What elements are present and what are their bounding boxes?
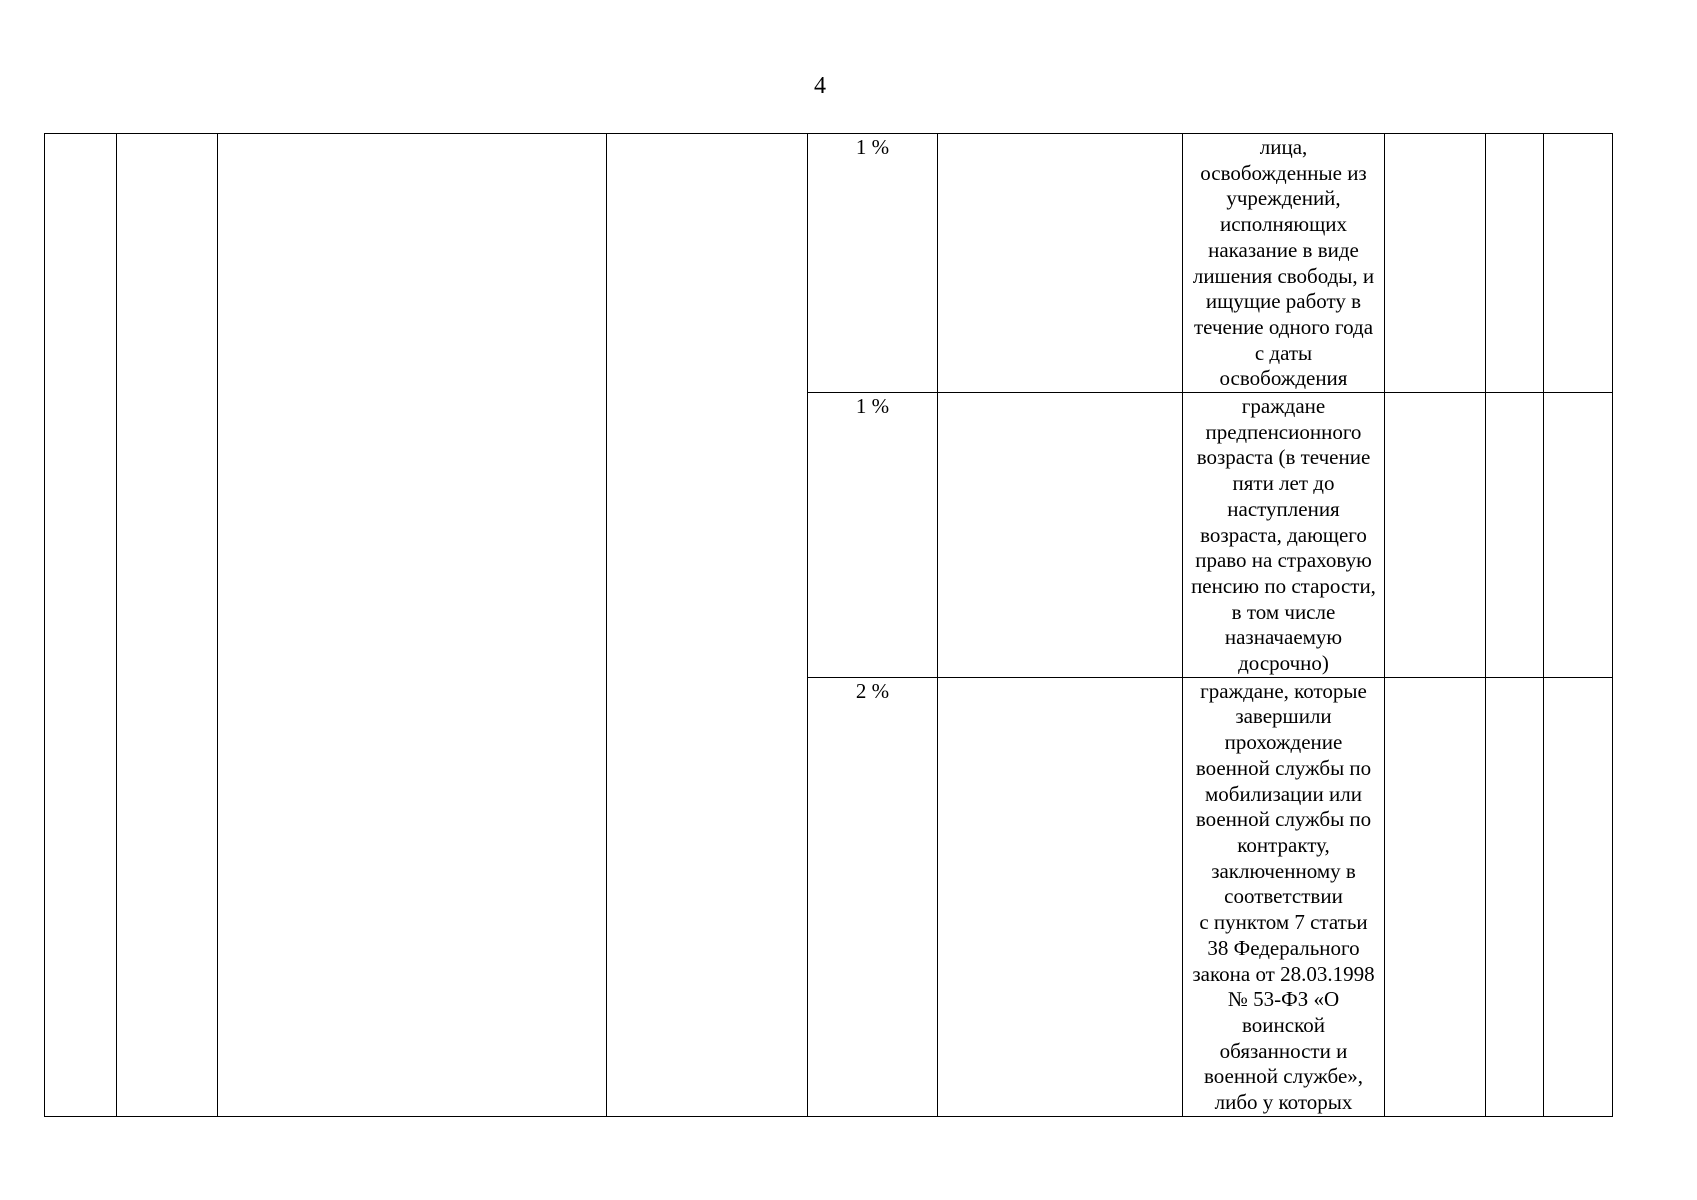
category-line: пенсию по старости, xyxy=(1191,573,1376,598)
page-number: 4 xyxy=(814,73,826,99)
table-cell-empty xyxy=(1544,393,1613,678)
category-line: учреждений, xyxy=(1226,186,1341,211)
category-line: военной службы по xyxy=(1195,807,1372,832)
table-cell-empty xyxy=(938,134,1183,393)
category-line: ищущие работу в xyxy=(1205,289,1362,314)
table-cell-empty xyxy=(1486,393,1544,678)
category-line: заключенному в xyxy=(1211,858,1356,883)
table-cell-empty xyxy=(607,134,808,1117)
category-line: завершили xyxy=(1235,704,1332,729)
category-line: военной службы по xyxy=(1195,755,1372,780)
category-line: либо у которых xyxy=(1214,1090,1353,1115)
category-cell xyxy=(1183,134,1385,393)
percent-cell: 1 % xyxy=(808,393,938,678)
category-line: в том числе xyxy=(1231,599,1336,624)
category-line: военной службе», xyxy=(1203,1064,1364,1089)
table-cell-empty xyxy=(938,677,1183,1116)
category-line: контракту, xyxy=(1237,832,1330,857)
category-line: возраста, дающего xyxy=(1200,522,1367,547)
category-line: лишения свободы, и xyxy=(1192,263,1375,288)
table-cell-empty xyxy=(45,134,117,1117)
category-line: воинской xyxy=(1242,1012,1325,1037)
category-line: освобождения xyxy=(1219,366,1348,391)
category-line: назначаемую xyxy=(1224,625,1343,650)
category-line: наказание в виде xyxy=(1208,237,1359,262)
table-cell-empty xyxy=(117,134,218,1117)
category-line: мобилизации или xyxy=(1205,781,1362,806)
category-line: течение одного года xyxy=(1193,314,1374,339)
category-line: право на страховую xyxy=(1195,548,1372,573)
table-cell-empty xyxy=(1544,134,1613,393)
category-cell xyxy=(1183,677,1385,1116)
category-line: предпенсионного xyxy=(1205,419,1362,444)
table-cell-empty xyxy=(1385,134,1486,393)
category-cell xyxy=(1183,393,1385,678)
category-line: обязанности и xyxy=(1219,1038,1348,1063)
table-cell-empty xyxy=(218,134,607,1117)
category-line: наступления xyxy=(1227,496,1340,521)
category-line: исполняющих xyxy=(1220,212,1347,237)
category-line: закона от 28.03.1998 xyxy=(1192,961,1375,986)
category-line: граждане, которые xyxy=(1200,678,1367,703)
percent-cell: 2 % xyxy=(808,677,938,1116)
category-line: 38 Федерального xyxy=(1207,935,1360,960)
category-line: граждане xyxy=(1241,394,1326,419)
category-line: пяти лет до xyxy=(1232,471,1335,496)
table-row xyxy=(45,134,1613,393)
document-table xyxy=(44,133,1613,1117)
table-cell-empty xyxy=(1486,134,1544,393)
table-cell-empty xyxy=(1544,677,1613,1116)
category-line: досрочно) xyxy=(1238,651,1329,676)
table-cell-empty xyxy=(938,393,1183,678)
category-line: соответствии xyxy=(1224,884,1343,909)
category-line: освобожденные из xyxy=(1200,160,1367,185)
category-line: возраста (в течение xyxy=(1196,445,1371,470)
table-cell-empty xyxy=(1486,677,1544,1116)
category-line: прохождение xyxy=(1224,730,1343,755)
category-line: с даты xyxy=(1254,340,1313,365)
category-line: лица, xyxy=(1259,135,1308,159)
category-line: № 53-ФЗ «О xyxy=(1227,987,1340,1012)
percent-cell: 1 % xyxy=(808,134,938,393)
table-cell-empty xyxy=(1385,393,1486,678)
table-cell-empty xyxy=(1385,677,1486,1116)
category-line: с пунктом 7 статьи xyxy=(1199,910,1368,935)
